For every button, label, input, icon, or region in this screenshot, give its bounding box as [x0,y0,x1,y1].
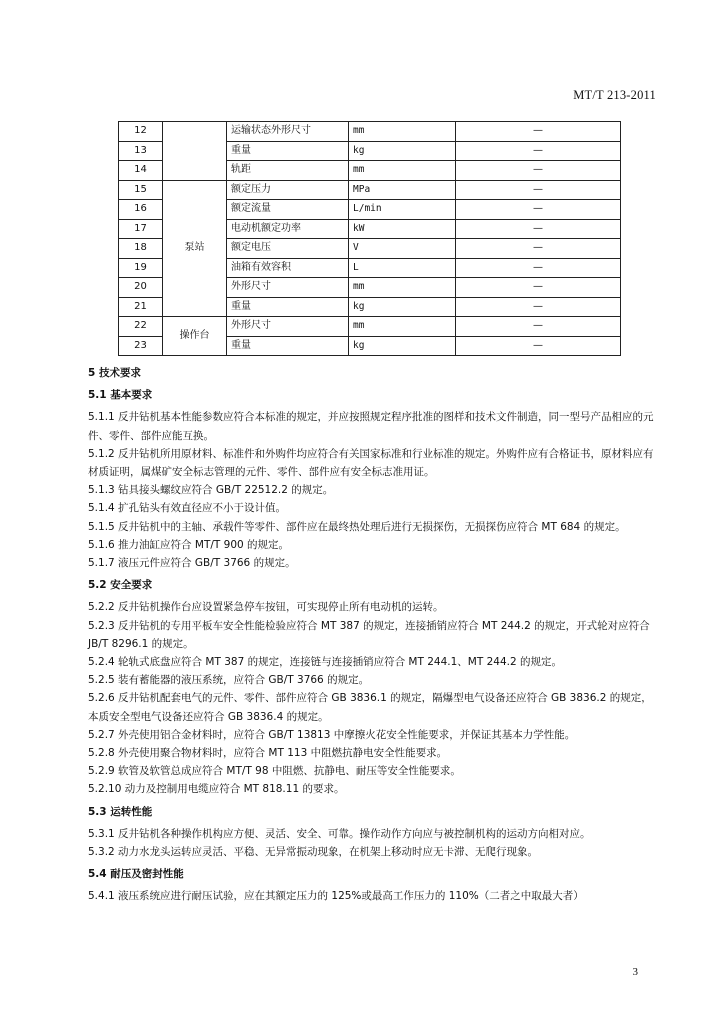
param-cell: 外形尺寸 [227,317,349,337]
unit-cell: mm [349,122,456,142]
row-number: 13 [119,141,163,161]
row-number: 23 [119,336,163,356]
clause-paragraph: 5.2.8 外壳使用聚合物材料时，应符合 MT 113 中阻燃抗静电安全性能要求。 [88,747,448,760]
param-cell: 轨距 [227,161,349,181]
row-number: 12 [119,122,163,142]
unit-cell: kg [349,297,456,317]
row-number: 18 [119,239,163,259]
param-cell: 额定电压 [227,239,349,259]
unit-cell: kW [349,219,456,239]
row-number: 20 [119,278,163,298]
clause-paragraph: 5.2.7 外壳使用铝合金材料时，应符合 GB/T 13813 中摩擦火花安全性能要求，并保证其基本力学性能。 [88,728,576,741]
unit-cell: kg [349,336,456,356]
clause-paragraph: 5.2.6 反井钻机配套电气的元件、零件、部件应符合 GB 3836.1 的规定，隔爆型电气设备还应符合 GB 3836.2 的规定，本质安全型电气设备还应符合 GB 3836.4 的规定。 [88,692,652,723]
param-cell: 运输状态外形尺寸 [227,122,349,142]
clause-paragraph: 5.1.6 推力油缸应符合 MT/T 900 的规定。 [88,538,290,551]
parameter-table [118,121,621,356]
unit-cell: kg [349,141,456,161]
row-number: 19 [119,258,163,278]
value-cell: — [456,239,621,259]
value-cell: — [456,278,621,298]
param-cell: 额定压力 [227,180,349,200]
clause-paragraph: 5.2.10 动力及控制用电缆应符合 MT 818.11 的要求。 [88,783,345,796]
section-heading: 5.2 安全要求 [88,579,153,592]
page-number: 3 [632,966,638,978]
unit-cell: L [349,258,456,278]
unit-cell: MPa [349,180,456,200]
param-cell: 外形尺寸 [227,278,349,298]
clause-paragraph: 5.2.3 反井钻机的专用平板车安全性能检验应符合 MT 387 的规定，连接插销应符合 MT 244.2 的规定，开式轮对应符合 JB/T 8296.1 的规定。 [88,619,650,650]
clause-paragraph: 5.1.5 反井钻机中的主轴、承载件等零件、部件应在最终热处理后进行无损探伤，无损探伤应符合 MT 684 的规定。 [88,520,626,533]
clause-paragraph: 5.3.2 动力水龙头运转应灵活、平稳、无异常振动现象，在机架上移动时应无卡滞、无爬行现象。 [88,846,539,859]
clause-paragraph: 5.4.1 液压系统应进行耐压试验，应在其额定压力的 125%或最高工作压力的 110%（二者之中取最大者） [88,890,584,903]
param-cell: 油箱有效容积 [227,258,349,278]
table-row [119,180,621,200]
value-cell: — [456,122,621,142]
value-cell: — [456,258,621,278]
clause-paragraph: 5.3.1 反井钻机各种操作机构应方便、灵活、安全、可靠。操作动作方向应与被控制机构的运动方向相对应。 [88,827,591,840]
value-cell: — [456,297,621,317]
param-cell: 重量 [227,336,349,356]
unit-cell: L/min [349,200,456,220]
row-number: 15 [119,180,163,200]
param-cell: 电动机额定功率 [227,219,349,239]
group-cell-empty [163,122,227,181]
clause-paragraph: 5.2.4 轮轨式底盘应符合 MT 387 的规定，连接链与连接插销应符合 MT 244.1、MT 244.2 的规定。 [88,656,562,669]
unit-cell: V [349,239,456,259]
row-number: 16 [119,200,163,220]
unit-cell: mm [349,161,456,181]
row-number: 22 [119,317,163,337]
param-cell: 重量 [227,141,349,161]
standard-number: MT/T 213-2011 [573,88,656,102]
section-heading: 5.3 运转性能 [88,805,153,818]
table-row [119,122,621,142]
clause-paragraph: 5.2.2 反井钻机操作台应设置紧急停车按钮，可实现停止所有电动机的运转。 [88,601,444,614]
clause-paragraph: 5.1.2 反井钻机所用原材料、标准件和外购件均应符合有关国家标准和行业标准的规定。外购件应有合格证书，原材料应有材质证明，属煤矿安全标志管理的元件、零件、部件应有安全标志准用证。 [88,447,654,479]
value-cell: — [456,180,621,200]
clause-paragraph: 5.1.3 钻具接头螺纹应符合 GB/T 22512.2 的规定。 [88,484,334,497]
group-cell-console: 操作台 [163,317,227,356]
section-heading: 5.1 基本要求 [88,389,153,402]
value-cell: — [456,317,621,337]
document-body [88,364,660,906]
param-cell: 重量 [227,297,349,317]
section-heading: 5 技术要求 [88,367,141,379]
clause-paragraph: 5.2.5 装有蓄能器的液压系统，应符合 GB/T 3766 的规定。 [88,674,370,687]
row-number: 14 [119,161,163,181]
clause-paragraph: 5.1.7 液压元件应符合 GB/T 3766 的规定。 [88,557,296,570]
row-number: 17 [119,219,163,239]
value-cell: — [456,161,621,181]
value-cell: — [456,200,621,220]
value-cell: — [456,336,621,356]
section-heading: 5.4 耐压及密封性能 [88,868,184,881]
clause-paragraph: 5.2.9 软管及软管总成应符合 MT/T 98 中阻燃、抗静电、耐压等安全性能要求。 [88,765,461,778]
table-row [119,317,621,337]
unit-cell: mm [349,317,456,337]
param-cell: 额定流量 [227,200,349,220]
row-number: 21 [119,297,163,317]
value-cell: — [456,219,621,239]
unit-cell: mm [349,278,456,298]
clause-paragraph: 5.1.4 扩孔钻头有效直径应不小于设计值。 [88,502,287,515]
clause-paragraph: 5.1.1 反井钻机基本性能参数应符合本标准的规定，并应按照规定程序批准的图样和技术文件制造，同一型号产品相应的元件、零件、部件应能互换。 [88,411,654,442]
value-cell: — [456,141,621,161]
group-cell-pump: 泵站 [163,180,227,317]
